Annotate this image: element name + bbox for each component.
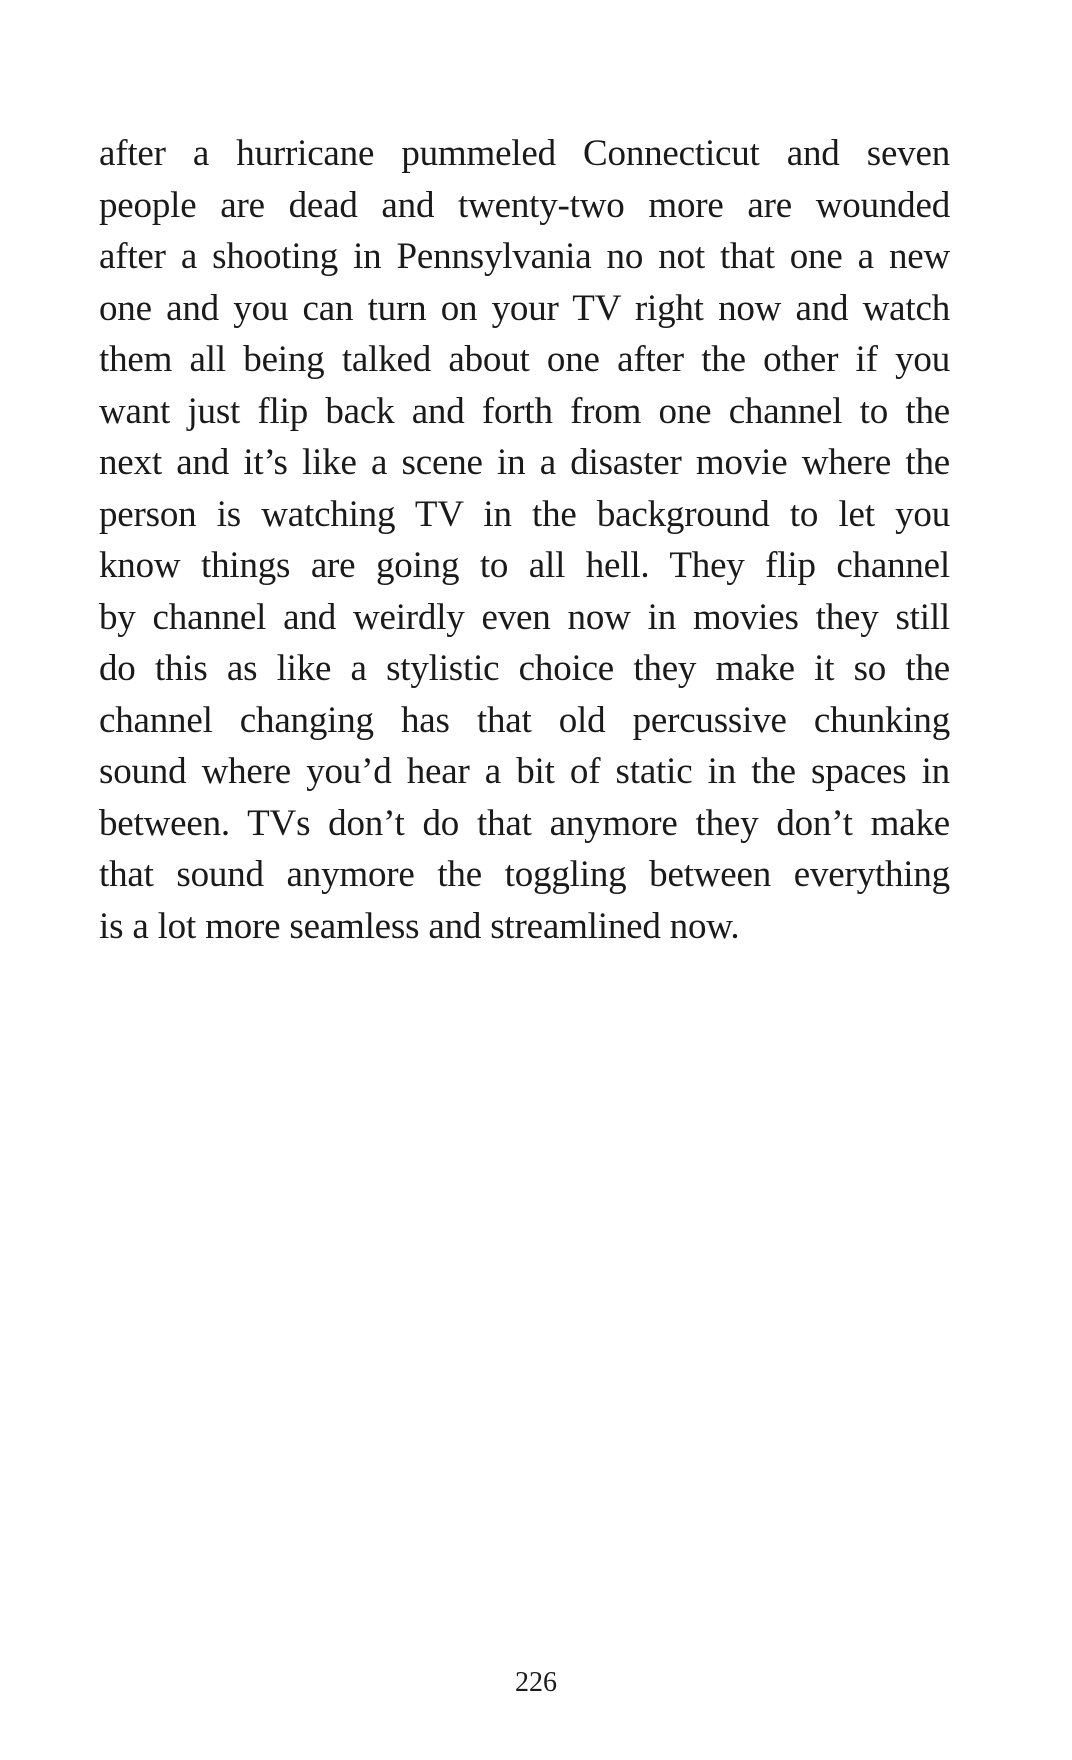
text-line-15: that sound anymore the toggling between everything — [99, 854, 950, 895]
text-line-5: them all being talked about one after the other if you — [99, 339, 950, 380]
text-line-10: by channel and weirdly even now in movies they still — [99, 596, 950, 638]
text-line-11: do this as like a stylistic choice they make it so the — [99, 648, 950, 689]
text-line-12: channel changing has that old percussive chunking — [99, 699, 950, 741]
body-text — [99, 128, 950, 952]
text-line-2: people are dead and twenty-two more are wounded — [99, 184, 950, 226]
text-line-1: after a hurricane pummeled Connecticut and seven — [99, 133, 950, 174]
page-number: 226 — [515, 1667, 557, 1698]
text-line-8: person is watching TV in the background to let you — [99, 493, 950, 535]
text-line-16: is a lot more seamless and streamlined now. — [99, 905, 740, 947]
text-line-6: want just flip back and forth from one channel to the — [99, 390, 950, 432]
text-line-9: know things are going to all hell. They flip channel — [99, 545, 950, 586]
text-line-4: one and you can turn on your TV right now and watch — [99, 287, 950, 329]
text-line-7: next and it’s like a scene in a disaster movie where the — [99, 442, 950, 483]
text-line-14: between. TVs don’t do that anymore they don’t make — [99, 802, 950, 844]
text-line-3: after a shooting in Pennsylvania no not that one a new — [99, 236, 950, 277]
text-line-13: sound where you’d hear a bit of static in the spaces in — [99, 751, 950, 792]
